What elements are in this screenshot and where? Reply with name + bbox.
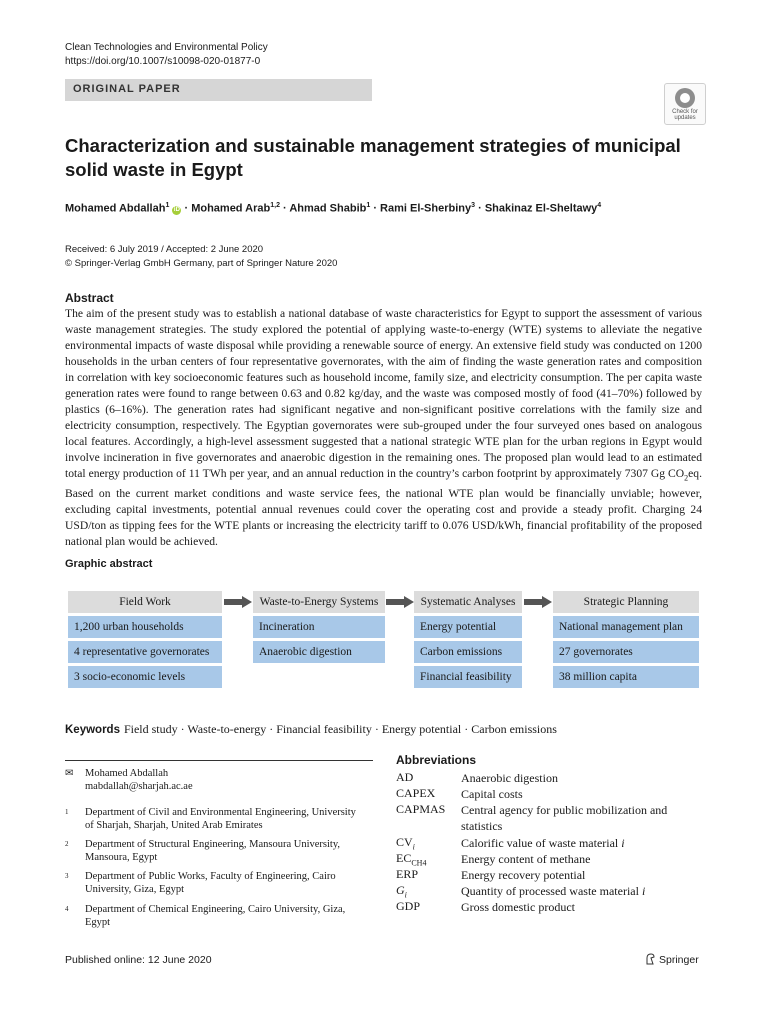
abbr-term: CAPMAS (396, 802, 446, 816)
ga-cell: Incineration (253, 616, 385, 638)
article-type-label: ORIGINAL PAPER (73, 83, 181, 95)
ga-cell: 38 million capita (553, 666, 699, 688)
copyright-line: © Springer-Verlag GmbH Germany, part of Springer Nature 2020 (65, 258, 338, 269)
author-name[interactable]: Rami El-Sherbiny (380, 202, 472, 215)
abbr-term-subscript: i (404, 890, 407, 900)
abbr-term (396, 835, 415, 851)
abbr-definition-text: Calorific value of waste material (461, 836, 622, 850)
author-name[interactable]: Ahmad Shabib (289, 202, 367, 215)
abbr-term-base: G (396, 883, 405, 897)
ga-column-header: Strategic Planning (553, 591, 699, 613)
abbr-term-base: CV (396, 835, 413, 849)
ga-cell: Energy potential (414, 616, 522, 638)
affiliation-number: 2 (65, 840, 69, 848)
affiliation-number: 3 (65, 872, 69, 880)
envelope-icon: ✉ (65, 768, 74, 779)
abstract-text-part2: eq. Based on the current market conditions and waste service fees, the national WTE plan would be financially unviable; however, excluding capital investments, potential annual revenues could cover the operating cost and provide a steady profit. Charging 24 USD/ton as tipping fees for the WTE plants or increasing the electricity tariff to 0.076 USD/kWh, financial profitability of the proposed national plan would be achieved. (65, 467, 702, 549)
abbr-definition (461, 835, 711, 851)
author-affiliation-mark: 3 (471, 202, 476, 209)
abbr-term-subscript: CH4 (411, 858, 427, 868)
keywords-line (65, 722, 705, 737)
author-name[interactable]: Mohamed Arab (191, 202, 271, 215)
keywords-label: Keywords (65, 724, 120, 736)
affiliation-text: Department of Public Works, Faculty of Engineering, Cairo University, Giza, Egypt (85, 871, 336, 895)
ga-cell: National management plan (553, 616, 699, 638)
affiliation-number: 1 (65, 808, 69, 816)
abbr-definition: Anaerobic digestion (461, 771, 558, 785)
abstract-text-part1: The aim of the present study was to establish a national database of waste characteristics for Egypt to support the assessment of various waste management strategies. The study explored the potential of applying waste-to-energy (WTE) systems to alleviate the negative environmental impacts of waste disposal while providing a renewable source of energy. An extensive field study was conducted on 1200 households in the urban centers of four representative governorates, with the aim of finding the waste generation rates and composition in correlation with key socioeconomic features such as household income, family size, and electricity consumption. The per capita waste generation rates were found to range between 0.63 and 0.82 kg/day, and the waste was composed mostly of food (41–70%) followed by plastics (6–16%). The generation rates had significant negative and non-significant positive correlations with the family size and electricity consumption, respectively. The Egyptian governorates were sub-grouped under the four surveyed ones based on analogous local features. Accordingly, a high-level assessment suggested that a national strategic WTE plan for the urban regions in Egypt would involve incineration in five governorates and anaerobic digestion in the remaining ones. The proposed plan would lead to an estimated total energy production of 11 TWh per year, and an annual reduction in the country’s carbon footprint by approximately 7307 Gg CO (65, 307, 702, 480)
affiliation-text: Department of Civil and Environmental Engineering, University of Sharjah, Sharjah, United Arab Emirates (85, 807, 356, 831)
abbr-term: CAPEX (396, 786, 436, 800)
ga-column-header: Field Work (68, 591, 222, 613)
doi-link[interactable]: https://doi.org/10.1007/s10098-020-01877-0 (65, 56, 261, 67)
ga-cell: Financial feasibility (414, 666, 522, 688)
corresponding-name: Mohamed Abdallah (85, 768, 169, 779)
co2-subscript: 2 (684, 473, 689, 483)
journal-name: Clean Technologies and Environmental Policy (65, 42, 268, 53)
author-affiliation-mark: 4 (597, 202, 602, 209)
author-affiliation-mark: 1 (366, 202, 371, 209)
abbr-term: AD (396, 770, 414, 784)
paper-title: Characterization and sustainable management strategies of municipal solid waste in Egypt (65, 135, 681, 180)
author-affiliation-mark: 1,2 (270, 202, 280, 209)
abbr-term: GDP (396, 899, 421, 913)
check-for-updates-badge[interactable] (664, 83, 706, 125)
ga-cell: 1,200 urban households (68, 616, 222, 638)
springer-horse-icon (645, 953, 656, 965)
affiliation-text: Department of Structural Engineering, Mansoura University, Mansoura, Egypt (85, 839, 341, 863)
published-online: Published online: 12 June 2020 (65, 954, 212, 966)
abbr-definition-variable: i (621, 836, 625, 850)
abbr-definition: Energy content of methane (461, 852, 591, 866)
abbr-definition-variable: i (641, 884, 646, 898)
affiliation-text: Department of Chemical Engineering, Cairo University, Giza, Egypt (85, 904, 346, 928)
author-name[interactable]: Shakinaz El-Sheltawy (484, 202, 598, 215)
ga-cell: 3 socio-economic levels (68, 666, 222, 688)
publisher-logo[interactable] (645, 953, 699, 966)
orcid-icon[interactable]: iD (173, 206, 180, 213)
corresponding-email[interactable]: mabdallah@sharjah.ac.ae (85, 781, 193, 792)
author-affiliation-mark: 1 (165, 202, 170, 209)
footnote-divider (65, 760, 373, 761)
abbr-term (396, 851, 426, 867)
abbr-term-subscript: i (412, 842, 415, 852)
ga-cell: Carbon emissions (414, 641, 522, 663)
affiliation-number: 4 (65, 905, 69, 913)
received-accepted: Received: 6 July 2019 / Accepted: 2 June 2020 (65, 244, 264, 255)
publisher-name: Springer (659, 954, 699, 966)
flow-arrow-icon (224, 596, 252, 608)
article-type-banner (65, 79, 372, 101)
check-updates-icon (675, 88, 695, 108)
graphic-abstract-heading: Graphic abstract (65, 558, 153, 570)
abbr-definition (461, 883, 711, 899)
abbr-term: ERP (396, 867, 419, 881)
keywords-text: Field study · Waste-to-energy · Financial feasibility · Energy potential · Carbon emissions (123, 722, 557, 736)
corresponding-author (65, 767, 193, 793)
abbr-definition-text: Quantity of processed waste material (461, 884, 642, 898)
abbr-definition: Capital costs (461, 787, 523, 801)
author-name[interactable]: Mohamed Abdallah (65, 202, 166, 215)
flow-arrow-icon (386, 596, 414, 608)
ga-cell: 27 governorates (553, 641, 699, 663)
abstract-heading: Abstract (65, 291, 114, 305)
ga-column-header: Waste-to-Energy Systems (253, 591, 385, 613)
publication-dates (65, 243, 337, 271)
check-updates-line1: Check for (672, 109, 698, 115)
abbreviations-heading: Abbreviations (396, 753, 477, 767)
abbr-definition: Central agency for public mobilization and statistics (461, 803, 668, 833)
author-list: Mohamed Abdallah$^1$ iD · Mohamed Arab$^{1,2}$ · Ahmad Shabib$^1$ · Rami El-Sherbiny$^3$ · Shakinaz El-Sheltawy$^4$ (65, 202, 602, 215)
abbr-definition: Energy recovery potential (461, 868, 586, 882)
ga-cell: 4 representative governorates (68, 641, 222, 663)
check-updates-line2: updates (674, 115, 696, 121)
ga-cell: Anaerobic digestion (253, 641, 385, 663)
abbr-definition: Gross domestic product (461, 900, 575, 914)
ga-column-header: Systematic Analyses (414, 591, 522, 613)
abstract-body (65, 306, 702, 550)
journal-header (65, 41, 268, 69)
flow-arrow-icon (524, 596, 552, 608)
abbr-term (396, 883, 407, 899)
abbr-term-base: EC (396, 851, 412, 865)
